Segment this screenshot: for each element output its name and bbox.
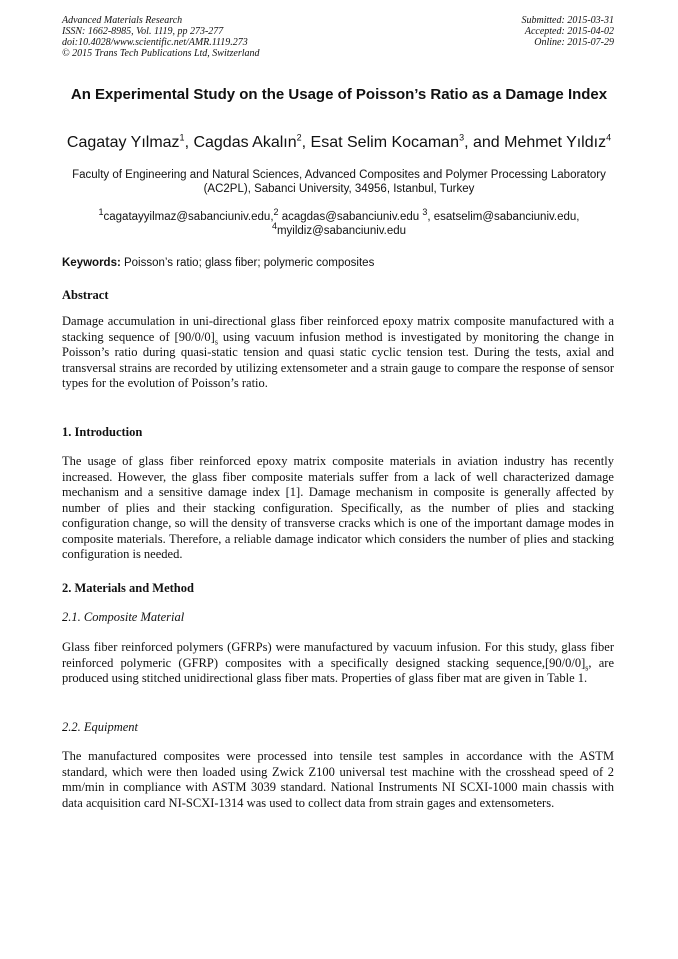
email-mark: 2 (273, 207, 279, 218)
composite-text (62, 640, 614, 687)
accepted-date: Accepted: 2015-04-02 (524, 26, 614, 37)
abstract-text-part: Damage accumulation in uni-directional glass fiber reinforced epoxy matrix composite manufactured with a stacking sequence of [90/0/0] (62, 314, 614, 344)
keywords-text: Poisson’s ratio; glass fiber; polymeric composites (120, 257, 375, 269)
journal-header (62, 15, 260, 59)
email-mark: 1 (98, 207, 104, 218)
email-address: myildiz@sabanciuniv.edu (276, 225, 407, 237)
author-name: Esat Selim Kocaman (310, 134, 460, 151)
email-address: , esatselim@sabanciuniv.edu, (427, 211, 580, 223)
journal-doi: doi:10.4028/www.scientific.net/AMR.1119.273 (62, 37, 248, 48)
abstract-text-part: using vacuum infusion method is investigated by monitoring the change in Poisson’s ratio during quasi-static tension and quasi static cyclic tension test. During the tests, axial and transversal strains are recorded by utilizing extensometer and a strain gauge to compare the response of sensor types for the evolution of Poisson’s ratio. (62, 329, 614, 390)
materials-heading: 2. Materials and Method (62, 581, 194, 595)
stacking-subscript: s (214, 337, 218, 346)
author-name: Cagatay Yılmaz (66, 134, 180, 151)
keywords (62, 256, 374, 270)
author-separator: , (184, 134, 194, 151)
introduction-text: The usage of glass fiber reinforced epoxy matrix composite materials in aviation industry has recently increased. However, the glass fiber composite materials suffer from a lack of well characterized damage mechanism and a sensitive damage index [1]. Damage mechanism in composite is generally affected by number of plies and their stacking configuration. Specifically, as the number of plies and stacking configuration change, so will the density of transverse cracks which is one of the important damage modes in composite materials. Therefore, a reliable damage indicator which considers the number of plies and stacking configuration is needed. (62, 454, 614, 561)
author-separator: , and (464, 134, 505, 151)
submission-dates (522, 15, 615, 48)
author-affil-mark: 1 (179, 132, 185, 143)
author-list (30, 133, 648, 153)
keywords-label: Keywords: (62, 257, 121, 269)
equipment-text: The manufactured composites were processed into tensile test samples in accordance with the ASTM standard, which were then loaded using Zwick Z100 universal test machine with the crosshead speed of 2 mm/min in compliance with ASTM 3039 standard. National Instruments NI SCXI-1000 main chassis with data acquisition card NI-SCXI-1314 was used to collect data from strain gages and extensometers. (62, 749, 614, 810)
stacking-subscript: s (585, 663, 589, 672)
author-emails (62, 207, 616, 238)
abstract-text (62, 314, 614, 392)
author-affil-mark: 3 (459, 132, 465, 143)
email-mark: 3 (422, 207, 428, 218)
author-separator: , (301, 134, 311, 151)
email-mark: 4 (271, 221, 277, 232)
author-name: Cagdas Akalın (193, 134, 297, 151)
author-affil-mark: 2 (296, 132, 302, 143)
affiliation: Faculty of Engineering and Natural Sciences, Advanced Composites and Polymer Processing Laboratory (AC2PL), Sabanci University, 34956, Istanbul, Turkey (72, 169, 606, 195)
composite-text-part: Glass fiber reinforced polymers (GFRPs) were manufactured by vacuum infusion. For this study, glass fiber reinforced polymeric (GFRP) composites with a specifically designed stacking sequence,[90/0/0] (62, 640, 614, 670)
email-address: cagatayyilmaz@sabanciuniv.edu, (103, 211, 274, 223)
journal-issn: ISSN: 1662-8985, Vol. 1119, pp 273-277 (62, 26, 224, 37)
journal-name: Advanced Materials Research (62, 15, 183, 26)
paper-title: An Experimental Study on the Usage of Poisson’s Ratio as a Damage Index (70, 86, 608, 103)
abstract-heading: Abstract (62, 288, 109, 302)
author-name: Mehmet Yıldız (504, 134, 607, 151)
equipment-subheading: 2.2. Equipment (62, 720, 139, 734)
submitted-date: Submitted: 2015-03-31 (521, 15, 614, 26)
email-address: acagdas@sabanciuniv.edu (278, 211, 420, 223)
journal-copyright: © 2015 Trans Tech Publications Ltd, Switzerland (62, 48, 260, 59)
author-affil-mark: 4 (606, 132, 612, 143)
composite-text-part: , are produced using stitched unidirectional glass fiber mats. Properties of glass fiber mat are given in Table 1. (62, 655, 614, 685)
online-date: Online: 2015-07-29 (534, 37, 614, 48)
introduction-heading: 1. Introduction (62, 425, 143, 439)
composite-subheading: 2.1. Composite Material (62, 610, 185, 624)
